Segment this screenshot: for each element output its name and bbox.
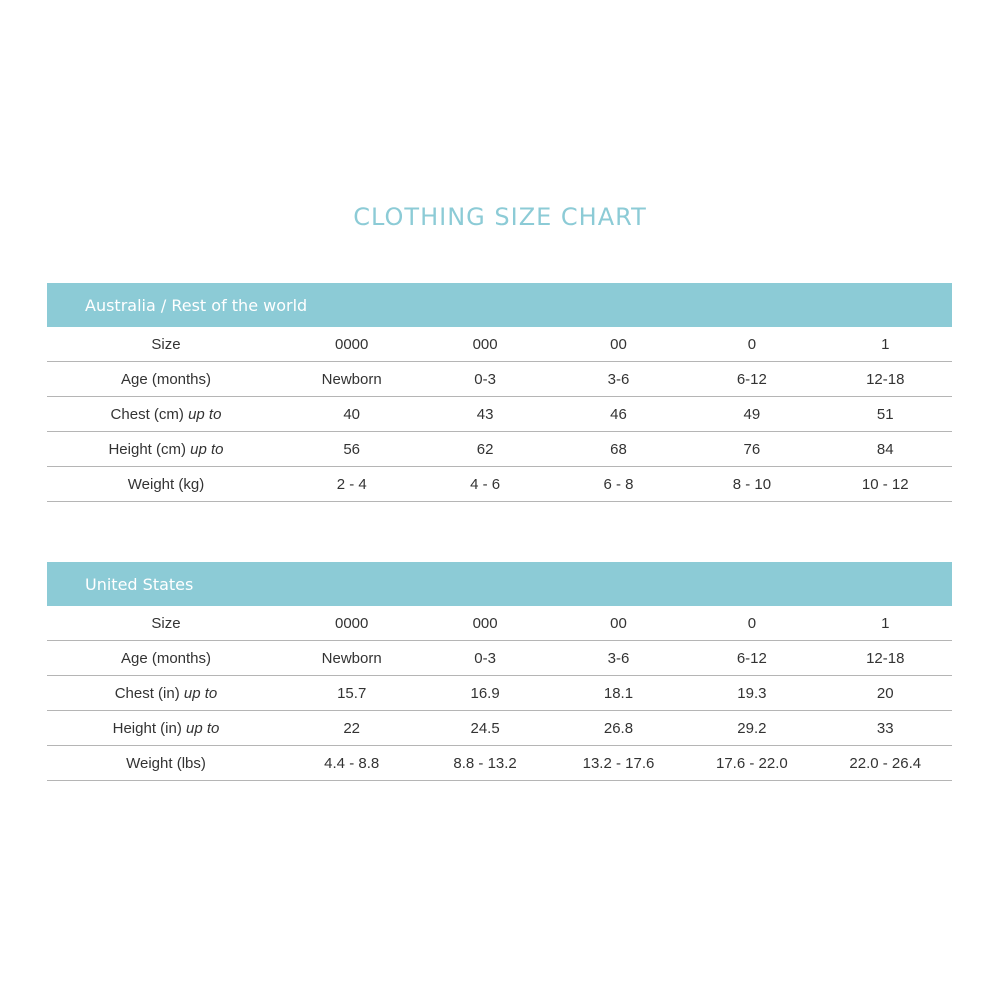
- table-cell: 0000: [335, 335, 369, 353]
- row-label-qualifier: up to: [190, 440, 224, 458]
- row-label-text: Size: [151, 614, 181, 632]
- row-label: [47, 720, 285, 737]
- table-row: [47, 746, 952, 781]
- table-cell: 1: [881, 335, 890, 353]
- table-heading: Australia / Rest of the world: [47, 283, 952, 327]
- table-cell: 46: [610, 405, 627, 423]
- table-row: [47, 467, 952, 502]
- table-cell: 43: [476, 405, 494, 423]
- row-label: [47, 371, 285, 388]
- row-label: [47, 406, 285, 423]
- table-row: [47, 606, 952, 641]
- row-label-text: Size: [151, 335, 181, 353]
- table-cell: 8.8 - 13.2: [453, 754, 517, 772]
- table-cell: 17.6 - 22.0: [716, 754, 788, 772]
- table-cell: 0: [747, 614, 757, 632]
- row-label-qualifier: up to: [188, 405, 222, 423]
- row-label-text: Chest (in): [114, 684, 180, 702]
- table-cell: 76: [743, 440, 761, 458]
- table-row: [47, 711, 952, 746]
- row-label: [47, 685, 285, 702]
- table-cell: 0-3: [474, 370, 496, 388]
- table-row: [47, 362, 952, 397]
- table-cell: 1: [881, 614, 890, 632]
- table-cell: 0-3: [474, 649, 496, 667]
- size-table-australia: [47, 283, 952, 502]
- table-cell: 22.0 - 26.4: [849, 754, 922, 772]
- table-cell: 26.8: [603, 719, 634, 737]
- table-cell: 0: [747, 335, 757, 353]
- table-cell: 84: [876, 440, 894, 458]
- row-label-text: Weight (lbs): [126, 754, 206, 772]
- row-label-qualifier: up to: [186, 719, 220, 737]
- row-label-text: Age (months): [120, 370, 212, 388]
- row-label-text: Weight (kg): [127, 475, 205, 493]
- row-label-text: Height (cm): [108, 440, 186, 458]
- table-cell: 00: [610, 335, 627, 353]
- row-label-text: Chest (cm): [110, 405, 184, 423]
- table-cell: 51: [876, 405, 894, 423]
- table-cell: 16.9: [470, 684, 500, 702]
- table-heading: United States: [47, 562, 952, 606]
- table-cell: 22: [343, 719, 361, 737]
- table-cell: 0000: [335, 614, 369, 632]
- table-cell: 000: [472, 614, 498, 632]
- table-cell: 24.5: [470, 719, 500, 737]
- table-cell: 62: [476, 440, 494, 458]
- table-cell: 2 - 4: [336, 475, 367, 493]
- table-cell: 12-18: [866, 649, 905, 667]
- table-row: [47, 641, 952, 676]
- row-label: [47, 650, 285, 667]
- table-cell: 10 - 12: [861, 475, 909, 493]
- table-cell: 29.2: [737, 719, 767, 737]
- page-title: CLOTHING SIZE CHART: [353, 203, 647, 231]
- table-cell: 4.4 - 8.8: [324, 754, 380, 772]
- table-cell: 56: [343, 440, 361, 458]
- table-cell: 33: [876, 719, 894, 737]
- table-cell: 18.1: [603, 684, 634, 702]
- row-label: [47, 336, 285, 353]
- table-cell: Newborn: [321, 370, 382, 388]
- table-row: [47, 432, 952, 467]
- table-cell: 000: [472, 335, 498, 353]
- table-cell: 8 - 10: [732, 475, 772, 493]
- table-cell: 12-18: [866, 370, 905, 388]
- table-cell: 6-12: [736, 370, 767, 388]
- table-row: [47, 676, 952, 711]
- table-cell: 4 - 6: [470, 475, 501, 493]
- size-table-united-states: [47, 562, 952, 781]
- table-row: [47, 397, 952, 432]
- table-cell: 6 - 8: [603, 475, 634, 493]
- row-label-qualifier: up to: [183, 684, 218, 702]
- table-row: [47, 327, 952, 362]
- row-label: [47, 441, 285, 458]
- table-cell: 40: [343, 405, 361, 423]
- table-cell: 00: [610, 614, 627, 632]
- table-cell: 3-6: [607, 649, 630, 667]
- table-cell: 19.3: [737, 684, 767, 702]
- table-cell: 3-6: [607, 370, 630, 388]
- row-label-text: Height (in): [112, 719, 182, 737]
- table-cell: 15.7: [337, 684, 367, 702]
- table-cell: 20: [876, 684, 894, 702]
- table-cell: 49: [743, 405, 761, 423]
- row-label-text: Age (months): [120, 649, 212, 667]
- row-label: [47, 615, 285, 632]
- table-cell: Newborn: [321, 649, 382, 667]
- table-cell: 6-12: [736, 649, 767, 667]
- row-label: [47, 755, 285, 772]
- table-cell: 68: [610, 440, 627, 458]
- row-label: [47, 476, 285, 493]
- table-cell: 13.2 - 17.6: [582, 754, 655, 772]
